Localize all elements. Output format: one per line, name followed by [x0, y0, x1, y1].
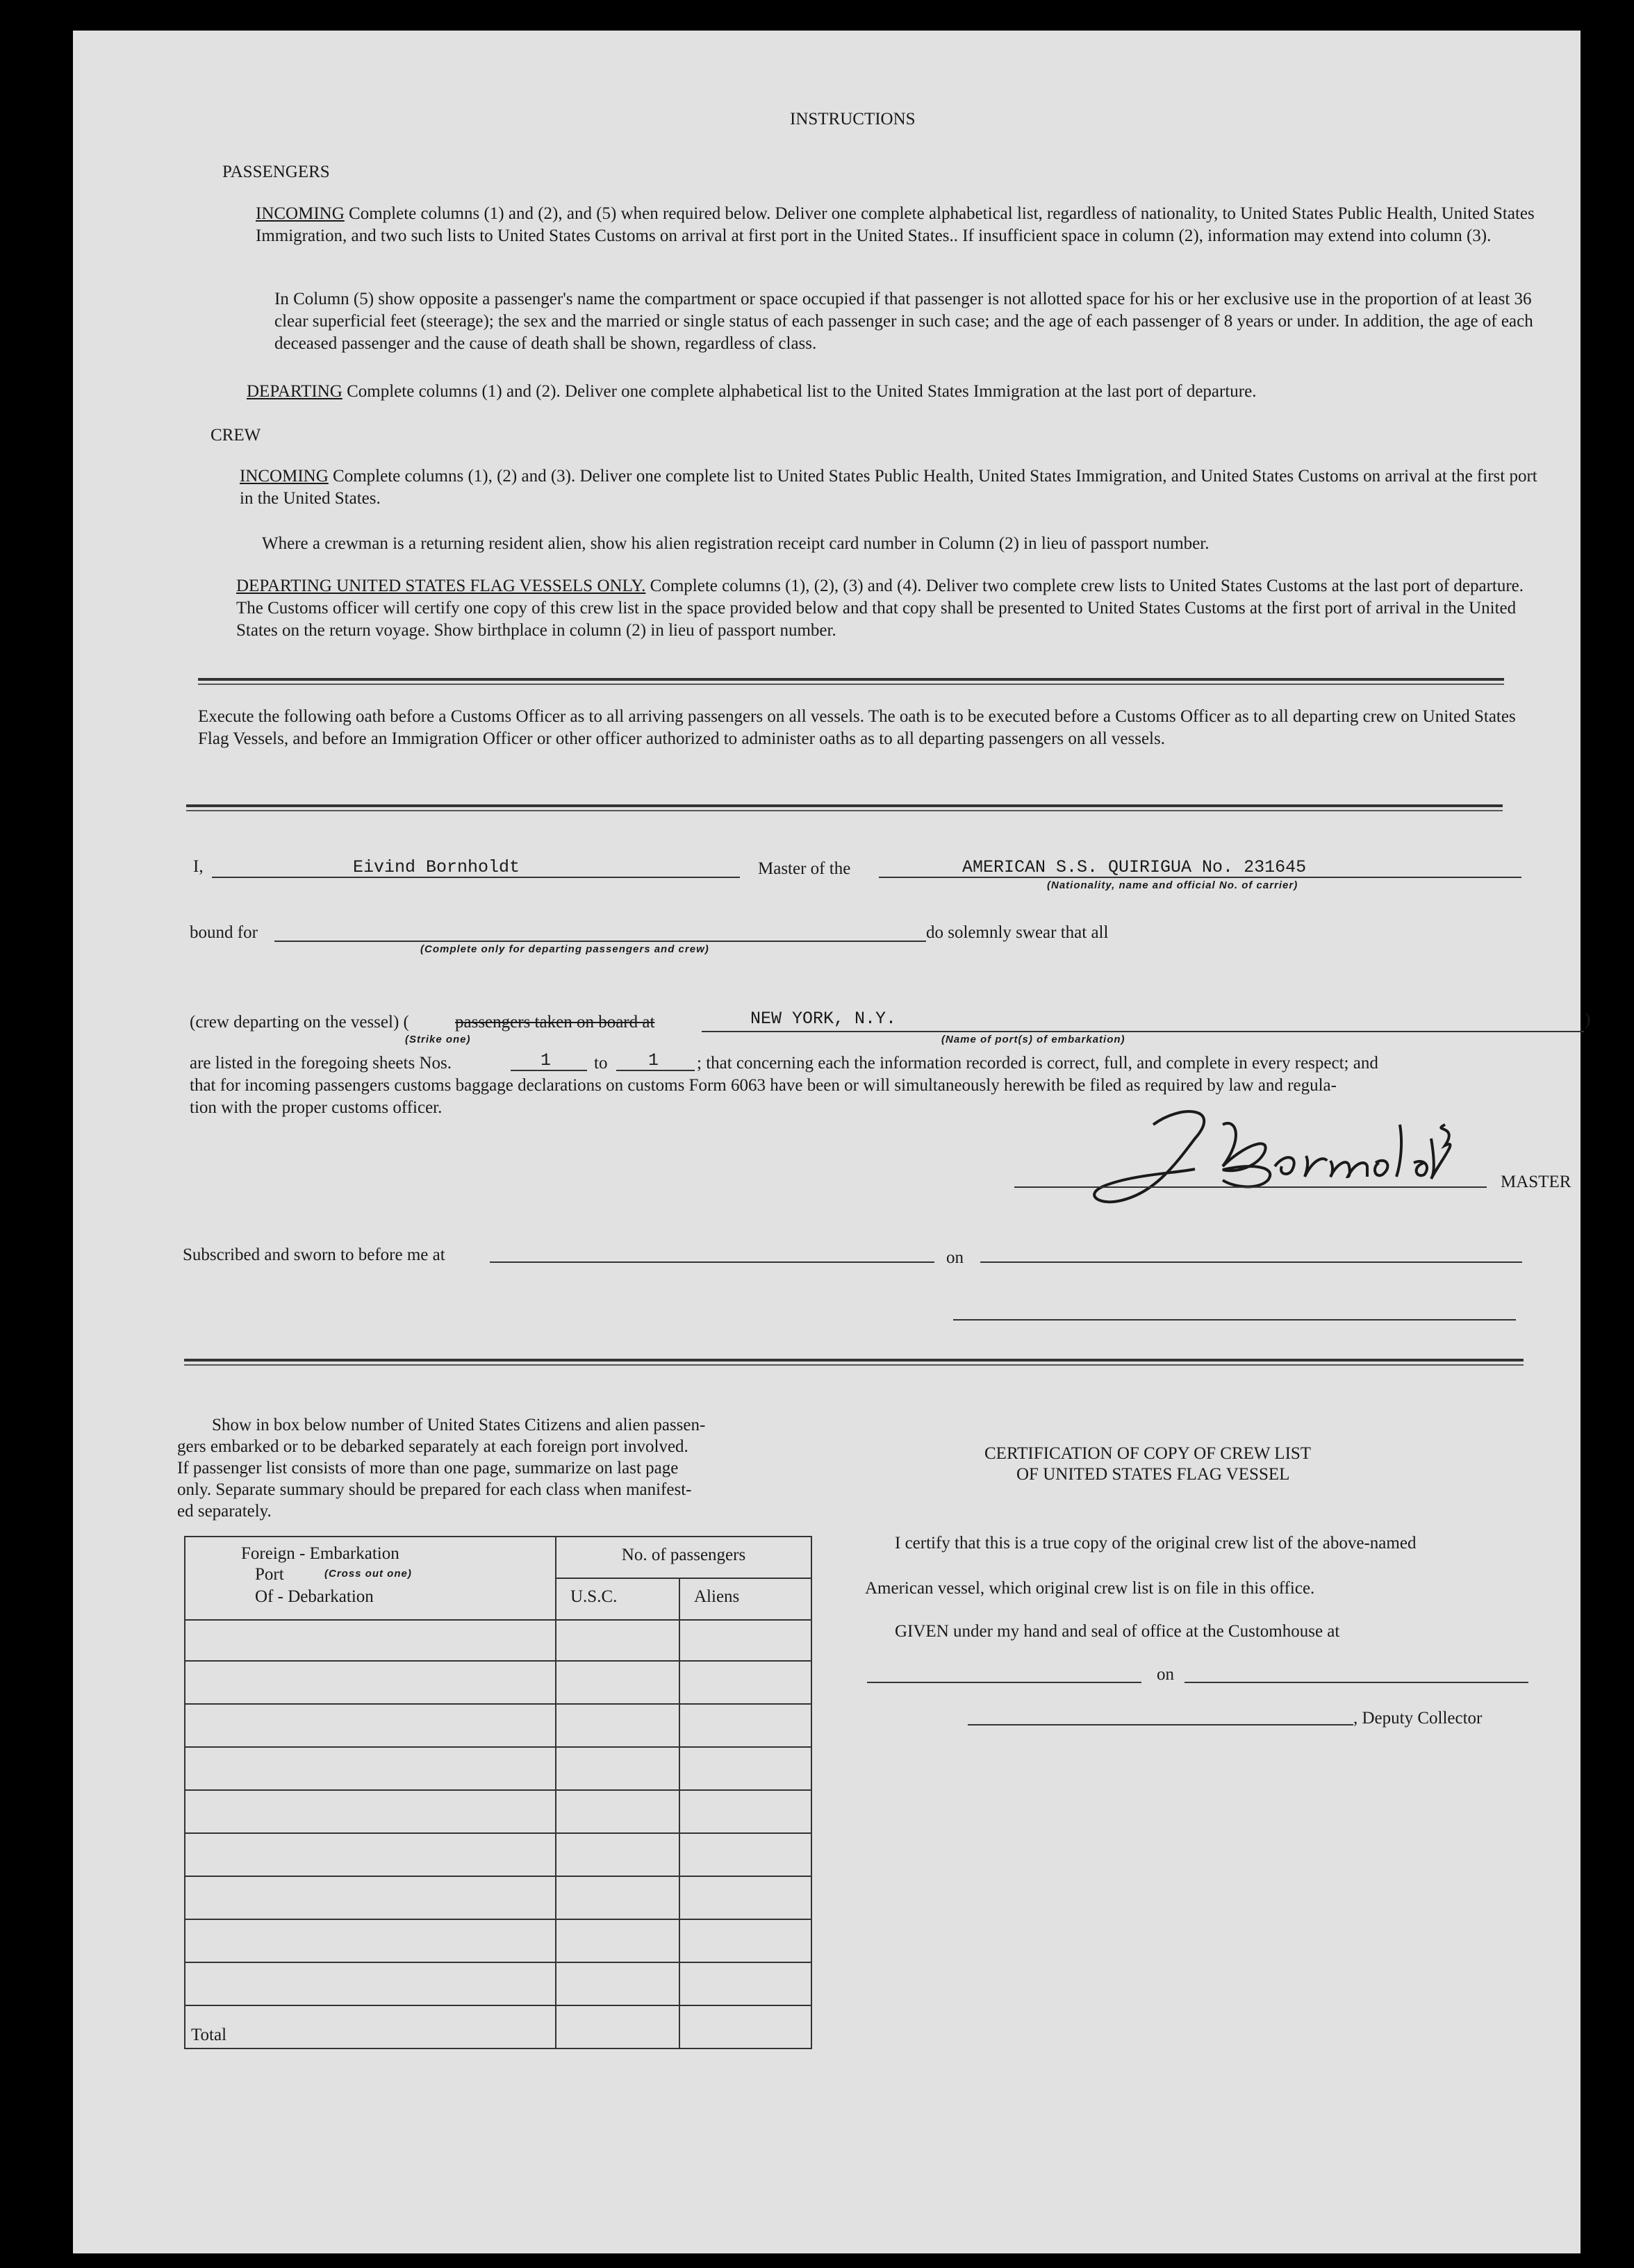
passengers-column-header: No. of passengers	[556, 1537, 811, 1578]
aliens-cell	[679, 1833, 811, 1876]
port-cell	[185, 1790, 556, 1833]
separator-3	[184, 1359, 1524, 1361]
listed-text-3: tion with the proper customs officer.	[190, 1098, 443, 1117]
port-column-header	[185, 1537, 556, 1620]
bound-for-line	[274, 941, 926, 942]
port-header-caption: (Cross out one)	[324, 1568, 412, 1580]
usc-cell	[556, 1620, 679, 1661]
summary-line-3: If passenger list consists of more than one page, summarize on last page	[177, 1459, 679, 1477]
passengers-departing-text: Complete columns (1) and (2). Deliver one complete alphabetical list to the United States Immigration at the last port of departure.	[347, 382, 1257, 401]
usc-column-header: U.S.C.	[556, 1578, 679, 1620]
crew-incoming-text: Complete columns (1), (2) and (3). Deliver one complete list to United States Public Health, United States Immigration, and United States Customs on arrival at the first port in the United States.	[240, 467, 1537, 508]
aliens-cell	[679, 1704, 811, 1747]
usc-cell	[556, 1790, 679, 1833]
port-cell	[185, 1620, 556, 1661]
port-cell	[185, 1876, 556, 1919]
port-cell	[185, 1919, 556, 1962]
swear-text: do solemnly swear that all	[926, 923, 1109, 942]
summary-line-5: ed separately.	[177, 1502, 272, 1521]
subscribed-date-line	[980, 1261, 1522, 1263]
port-cell	[185, 1833, 556, 1876]
document-page	[73, 31, 1591, 2253]
total-row	[185, 2005, 811, 2048]
certification-line-1: I certify that this is a true copy of the original crew list of the above-named	[895, 1534, 1417, 1553]
certification-line-3: GIVEN under my hand and seal of office at the Customhouse at	[895, 1622, 1340, 1641]
usc-cell	[556, 1833, 679, 1876]
total-label: Total	[185, 2005, 556, 2048]
bound-for-label: bound for	[190, 923, 258, 942]
instructions-title: INSTRUCTIONS	[790, 110, 916, 129]
port-header-embarkation: Foreign - Embarkation	[241, 1544, 399, 1563]
summary-line-2: gers embarked or to be debarked separately at each foreign port involved.	[177, 1437, 688, 1456]
table-row	[185, 1620, 811, 1661]
master-of-label: Master of the	[758, 859, 851, 878]
aliens-cell	[679, 1876, 811, 1919]
crew-incoming-paragraph	[240, 465, 1546, 510]
usc-cell	[556, 1919, 679, 1962]
aliens-total-cell	[679, 2005, 811, 2048]
deputy-signature-line	[968, 1724, 1353, 1725]
close-paren: )	[1585, 1010, 1591, 1029]
officer-signature-line	[953, 1319, 1516, 1321]
aliens-cell	[679, 1790, 811, 1833]
certification-title-1: CERTIFICATION OF COPY OF CREW LIST	[984, 1444, 1312, 1463]
struck-passengers-text: passengers taken on board at	[455, 1013, 655, 1032]
listed-text-1: ; that concerning each the information recorded is correct, full, and complete in every respect; and	[697, 1054, 1378, 1073]
port-header-debarkation: Of - Debarkation	[255, 1587, 374, 1606]
table-row	[185, 1833, 811, 1876]
aliens-cell	[679, 1620, 811, 1661]
usc-cell	[556, 1962, 679, 2005]
certification-line-2: American vessel, which original crew list is on file in this office.	[865, 1579, 1315, 1598]
subscribed-on-label: on	[946, 1248, 964, 1267]
customhouse-place-line	[867, 1682, 1141, 1683]
separator-1b	[198, 684, 1504, 685]
passengers-departing-label: DEPARTING	[247, 382, 343, 401]
departing-us-label: DEPARTING UNITED STATES FLAG VESSELS ONLY.	[236, 577, 646, 595]
crew-departing-label: (crew departing on the vessel) (	[190, 1013, 409, 1032]
separator-1	[198, 678, 1504, 681]
aliens-column-header: Aliens	[679, 1578, 811, 1620]
passenger-summary-table	[184, 1536, 812, 2049]
oath-i-label: I,	[193, 857, 204, 876]
usc-cell	[556, 1876, 679, 1919]
port-value: NEW YORK, N.Y.	[750, 1009, 897, 1029]
separator-3b	[184, 1364, 1524, 1366]
carrier-value: AMERICAN S.S. QUIRIGUA No. 231645	[962, 857, 1307, 877]
column5-paragraph: In Column (5) show opposite a passenger's name the compartment or space occupied if that passenger is not allotted space for his or her exclusive use in the proportion of at least 36 clear superficial feet (steerage); the sex and the married or single status of each passenger in such case; and the age of each passenger of 8 years or under. In addition, the age of each deceased passenger and the cause of death shall be shown, regardless of class.	[274, 290, 1533, 353]
passengers-incoming-label: INCOMING	[256, 204, 345, 223]
usc-cell	[556, 1747, 679, 1790]
aliens-cell	[679, 1919, 811, 1962]
usc-cell	[556, 1661, 679, 1704]
table-row	[185, 1919, 811, 1962]
carrier-caption: (Nationality, name and official No. of carrier)	[1047, 879, 1298, 891]
passengers-heading: PASSENGERS	[222, 163, 330, 181]
port-cell	[185, 1661, 556, 1704]
port-caption: (Name of port(s) of embarkation)	[941, 1034, 1125, 1045]
departing-us-paragraph	[236, 575, 1542, 642]
strike-caption: (Strike one)	[405, 1034, 471, 1045]
listed-text-2: that for incoming passengers customs baggage declarations on customs Form 6063 have been or will simultaneously herewith be filed as required by law and regula-	[190, 1076, 1337, 1095]
table-row	[185, 1962, 811, 2005]
aliens-cell	[679, 1747, 811, 1790]
oath-intro-paragraph: Execute the following oath before a Customs Officer as to all arriving passengers on all vessels. The oath is to be executed before a Customs Officer as to all departing crew on United States Flag Vessels, and before an Immigration Officer or other officer authorized to administer oaths as to all departing passengers on all vessels.	[198, 707, 1516, 748]
master-name-value: Eivind Bornholdt	[353, 857, 520, 877]
listed-label: are listed in the foregoing sheets Nos.	[190, 1054, 452, 1073]
separator-2	[186, 804, 1503, 807]
port-cell	[185, 1747, 556, 1790]
customhouse-date-line	[1185, 1682, 1528, 1683]
port-header-port: Port	[255, 1565, 284, 1584]
sheet-from-value: 1	[540, 1050, 552, 1070]
passengers-departing-paragraph	[247, 381, 1553, 403]
crew-incoming-label: INCOMING	[240, 467, 329, 486]
separator-2b	[186, 810, 1503, 811]
certification-title-2: OF UNITED STATES FLAG VESSEL	[1016, 1465, 1290, 1484]
crew-heading: CREW	[211, 426, 261, 445]
port-cell	[185, 1962, 556, 2005]
bound-for-caption: (Complete only for departing passengers and crew)	[420, 943, 709, 955]
passengers-incoming-paragraph	[256, 203, 1555, 247]
port-line	[702, 1031, 1584, 1032]
summary-line-4: only. Separate summary should be prepared for each class when manifest-	[177, 1480, 692, 1499]
subscribed-place-line	[490, 1261, 934, 1263]
table-row	[185, 1661, 811, 1704]
sheet-to-value: 1	[648, 1050, 659, 1070]
aliens-cell	[679, 1962, 811, 2005]
subscribed-label: Subscribed and sworn to before me at	[183, 1245, 445, 1264]
passengers-incoming-text: Complete columns (1) and (2), and (5) when required below. Deliver one complete alphabetical list, regardless of nationality, to United States Public Health, United States Immigration, and two such lists to United States Customs on arrival at first port in the United States.. If insufficient space in column (2), information may extend into column (3).	[256, 204, 1535, 245]
usc-cell	[556, 1704, 679, 1747]
certification-on-label: on	[1157, 1665, 1174, 1684]
aliens-cell	[679, 1661, 811, 1704]
port-cell	[185, 1704, 556, 1747]
master-label: MASTER	[1501, 1173, 1571, 1191]
table-row	[185, 1876, 811, 1919]
to-label: to	[594, 1054, 608, 1073]
summary-line-1: Show in box below number of United States Citizens and alien passen-	[212, 1416, 706, 1434]
usc-total-cell	[556, 2005, 679, 2048]
table-row	[185, 1747, 811, 1790]
master-signature	[1014, 1097, 1515, 1229]
crewman-paragraph: Where a crewman is a returning resident alien, show his alien registration receipt card number in Column (2) in lieu of passport number.	[262, 534, 1210, 553]
deputy-collector-label: , Deputy Collector	[1353, 1709, 1483, 1728]
table-row	[185, 1790, 811, 1833]
departing-us-text: Complete columns (1), (2), (3) and (4). Deliver two complete crew lists to United States Customs at the last port of departure. The Customs officer will certify one copy of this crew list in the space provided below and that copy shall be presented to United States Customs at the first port of arrival in the United States on the return voyage. Show birthplace in column (2) in lieu of passport number.	[236, 577, 1524, 640]
table-row	[185, 1704, 811, 1747]
